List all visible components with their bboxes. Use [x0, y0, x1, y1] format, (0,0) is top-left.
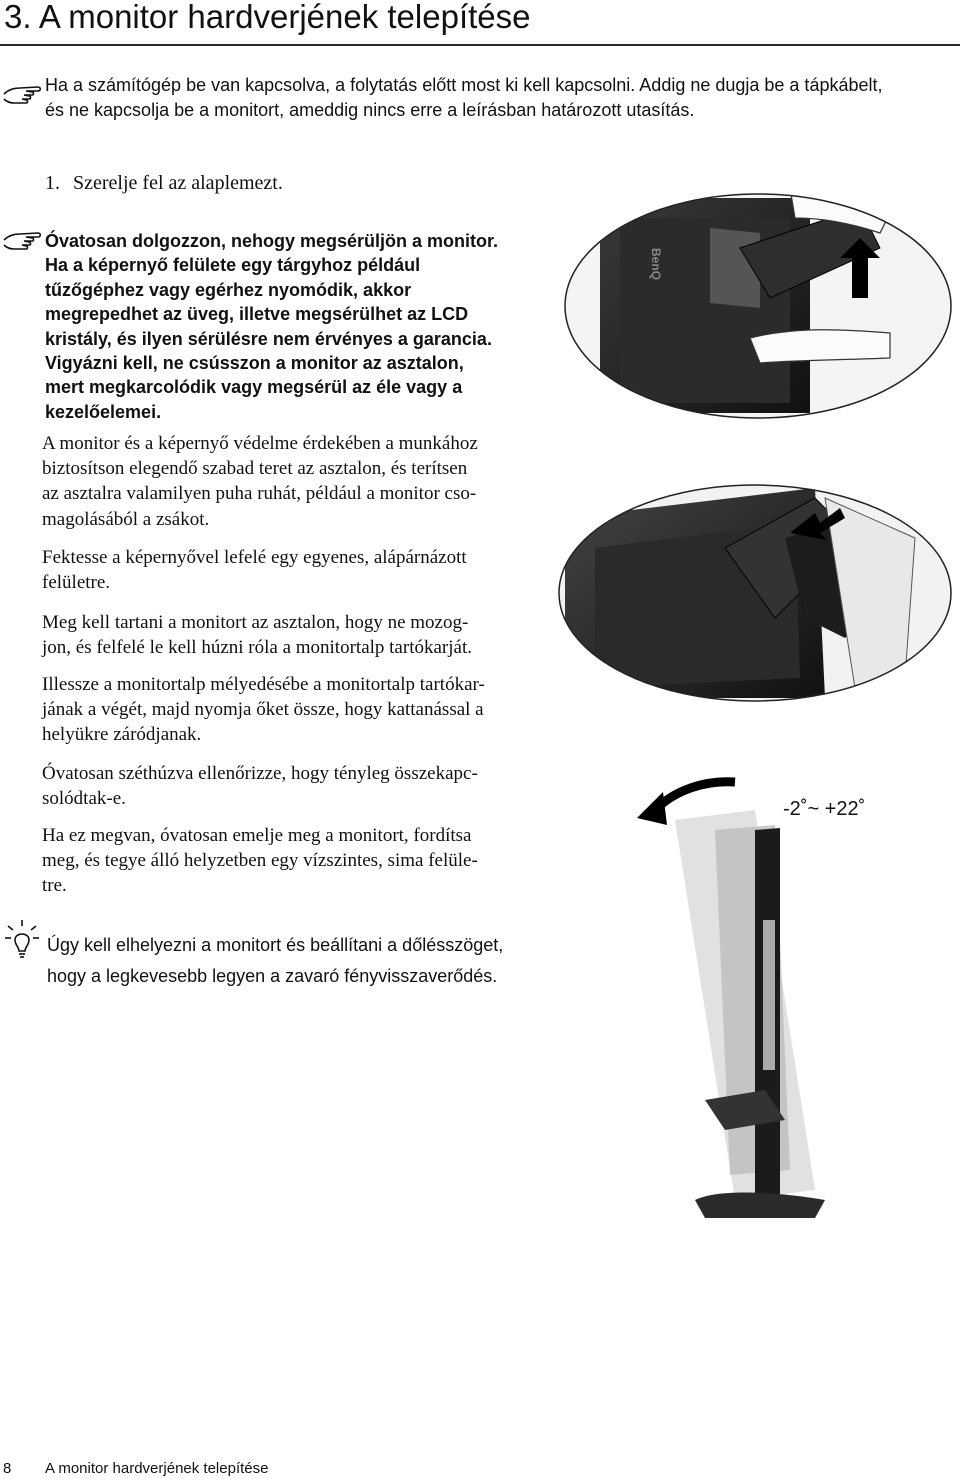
paragraph-line: magolásából a zsákot.	[42, 508, 210, 530]
warning-line: tűzőgéphez vagy egérhez nyomódik, akkor	[45, 279, 412, 300]
paragraph-line: az asztalra valamilyen puha ruhát, például a monitor cso-	[42, 483, 477, 505]
warning-line: Ha a képernyő felülete egy tárgyhoz például	[45, 255, 421, 276]
paragraph-line: meg, és tegye álló helyzetben egy vízszintes, sima felüle-	[42, 850, 478, 872]
paragraph-line: felületre.	[42, 572, 111, 594]
step-heading	[45, 172, 283, 195]
warning-line: kristály, és ilyen sérülésre nem érvényes a garancia.	[45, 328, 492, 349]
figure-lift-arm	[560, 188, 958, 426]
figure-tilt-range	[615, 770, 915, 1240]
body-paragraph	[42, 545, 547, 595]
tilt-angle-label: -2˚~ +22˚	[783, 798, 866, 820]
warning-note	[45, 229, 555, 424]
paragraph-line: Meg kell tartani a monitort az asztalon, hogy ne mozog-	[42, 612, 469, 633]
page-title: 3. A monitor hardverjének telepítése	[4, 0, 531, 35]
page-number: 8	[3, 1460, 12, 1477]
lightbulb-icon	[4, 918, 40, 962]
warning-line: kezelőelemei.	[45, 401, 162, 422]
body-paragraph	[42, 761, 547, 811]
page-footer	[3, 1460, 268, 1477]
paragraph-line: solódtak-e.	[42, 788, 126, 810]
warning-line: mert megkarcolódik vagy megsérül az éle vagy a	[45, 377, 463, 398]
paragraph-line: Illessze a monitortalp mélyedésébe a monitortalp tartókar-	[42, 674, 485, 695]
step-text: Szerelje fel az alaplemezt.	[73, 172, 283, 194]
paragraph-line: helyükre záródjanak.	[42, 724, 202, 746]
title-divider	[0, 44, 960, 46]
intro-note	[45, 73, 955, 123]
warning-line: Óvatosan dolgozzon, nehogy megsérüljön a monitor.	[45, 231, 499, 251]
paragraph-line: jának a végét, majd nyomja őket össze, hogy kattanással a	[42, 699, 484, 721]
brand-mark: BenQ	[649, 248, 663, 281]
paragraph-line: A monitor és a képernyő védelme érdekében a munkához	[42, 433, 478, 454]
paragraph-line: biztosítson elegendő szabad teret az asztalon, és terítsen	[42, 458, 468, 480]
tip-line: hogy a legkevesebb legyen a zavaró fényvisszaverődés.	[47, 966, 498, 986]
tip-line: Úgy kell elhelyezni a monitort és beállítani a dőlésszöget,	[47, 935, 504, 955]
intro-line: Ha a számítógép be van kapcsolva, a folytatás előtt most ki kell kapcsolni. Addig ne dugja be a tápkábelt,	[45, 75, 883, 95]
intro-line: és ne kapcsolja be a monitort, ameddig nincs erre a leírásban határozott utasítás.	[45, 100, 695, 120]
body-paragraph	[42, 431, 547, 532]
paragraph-line: tre.	[42, 875, 67, 897]
paragraph-line: jon, és felfelé le kell húzni róla a monitortalp tartókarját.	[42, 637, 472, 659]
warning-line: Vigyázni kell, ne csússzon a monitor az asztalon,	[45, 353, 464, 374]
figure-attach-arm	[555, 478, 955, 708]
body-paragraph	[42, 672, 547, 748]
warning-line: megrepedhet az üveg, illetve megsérülhet az LCD	[45, 304, 469, 325]
paragraph-line: Fektesse a képernyővel lefelé egy egyenes, alápárnázott	[42, 547, 467, 568]
paragraph-line: Óvatosan széthúzva ellenőrizze, hogy tényleg összekapc-	[42, 763, 478, 784]
footer-section: A monitor hardverjének telepítése	[45, 1460, 269, 1477]
step-number: 1.	[45, 172, 60, 194]
pointing-hand-icon	[2, 80, 42, 104]
tip-note	[47, 930, 587, 992]
body-paragraph	[42, 823, 547, 899]
paragraph-line: Ha ez megvan, óvatosan emelje meg a monitort, fordítsa	[42, 825, 472, 846]
body-paragraph	[42, 610, 547, 660]
pointing-hand-icon	[2, 226, 42, 250]
curved-arrow-icon	[637, 792, 667, 825]
